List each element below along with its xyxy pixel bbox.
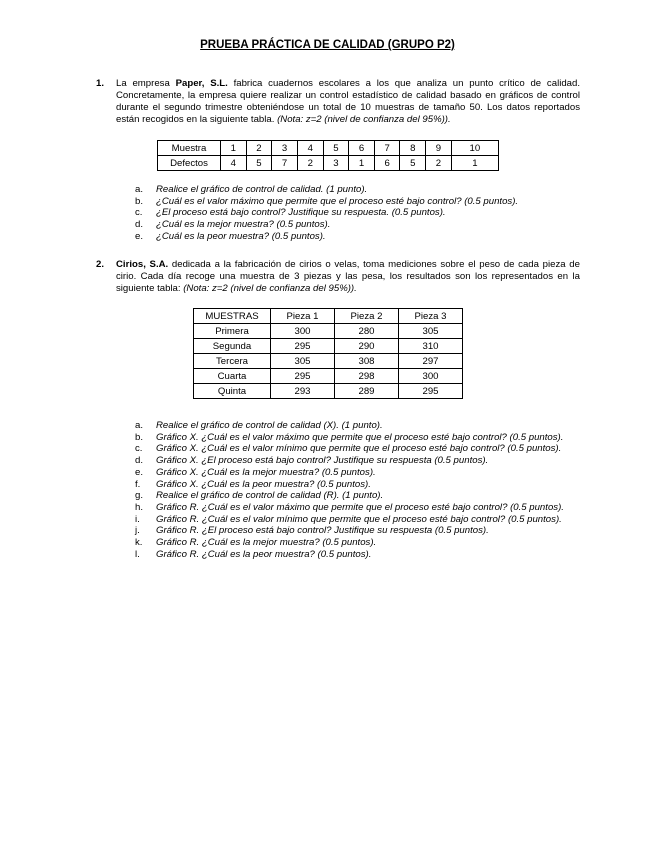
- item-letter: h.: [135, 501, 144, 513]
- list-item: [135, 184, 595, 196]
- item-text: Gráfico R. ¿Cuál es la peor muestra? (0.5 puntos).: [156, 548, 372, 560]
- table-cell: 300: [271, 324, 335, 339]
- item-letter: b.: [135, 431, 144, 443]
- table-row: [158, 141, 499, 156]
- item-text: ¿Cuál es la peor muestra? (0.5 puntos).: [156, 230, 326, 242]
- item-text: Realice el gráfico de control de calidad (X). (1 punto).: [156, 420, 383, 431]
- list-item: [135, 196, 595, 208]
- table-cell: 5: [246, 156, 272, 171]
- table-cell: 7: [374, 141, 400, 156]
- list-item: [135, 502, 581, 514]
- question-number: 2.: [96, 259, 105, 270]
- table-header: Pieza 3: [399, 309, 463, 324]
- weights-table: [193, 308, 463, 399]
- intro-text: La empresa: [116, 78, 176, 89]
- item-text: Gráfico R. ¿Cuál es el valor máximo que permite que el proceso esté bajo control? (0.5 puntos).: [156, 501, 564, 513]
- question-1-text: [116, 78, 580, 126]
- item-text: Gráfico R. ¿Cuál es el valor mínimo que permite que el proceso esté bajo control? (0.5 puntos).: [156, 513, 562, 525]
- list-item: [135, 490, 581, 502]
- table-cell: 5: [400, 156, 426, 171]
- table-cell: 308: [335, 354, 399, 369]
- item-letter: b.: [135, 195, 144, 207]
- item-letter: a.: [135, 184, 144, 195]
- question-1-items: [135, 184, 595, 243]
- table-cell: 290: [335, 339, 399, 354]
- item-text: Gráfico X. ¿Cuál es el valor mínimo que permite que el proceso esté bajo control? (0.5 puntos).: [156, 443, 562, 455]
- table-cell: 3: [323, 156, 349, 171]
- item-text: Realice el gráfico de control de calidad (R). (1 punto).: [156, 490, 384, 502]
- table-row: [194, 369, 463, 384]
- item-text: Gráfico R. ¿El proceso está bajo control? Justifique su respuesta (0.5 puntos).: [156, 525, 489, 537]
- item-letter: e.: [135, 466, 144, 478]
- table-cell: 289: [335, 384, 399, 399]
- table-cell: 305: [399, 324, 463, 339]
- list-item: [135, 219, 595, 231]
- table-cell: Quinta: [194, 384, 271, 399]
- intro-text: dedicada a la fabricación de cirios o velas, toma mediciones sobre el peso de cada pieza de cirio. Cada día recoge una muestra de 3 piezas y las pesa, los resultados son los representados en la siguiente tabla:: [116, 259, 580, 294]
- table-cell: 300: [399, 369, 463, 384]
- table-cell: 295: [271, 369, 335, 384]
- list-item: [135, 525, 581, 537]
- list-item: [135, 549, 581, 561]
- note-text: (Nota: z=2 (nivel de confianza del 95%)).: [277, 114, 451, 125]
- table-cell: Muestra: [158, 141, 221, 156]
- list-item: [135, 479, 581, 491]
- item-letter: i.: [135, 513, 140, 525]
- table-row: [194, 324, 463, 339]
- table-header-row: [194, 309, 463, 324]
- table-cell: Tercera: [194, 354, 271, 369]
- table-cell: Segunda: [194, 339, 271, 354]
- note-text: (Nota: z=2 (nivel de confianza del 95%)).: [183, 283, 357, 294]
- table-cell: 8: [400, 141, 426, 156]
- list-item: [135, 207, 595, 219]
- question-number: 1.: [96, 78, 105, 89]
- table-cell: Cuarta: [194, 369, 271, 384]
- table-row: [158, 156, 499, 171]
- list-item: [135, 514, 581, 526]
- item-letter: f.: [135, 478, 141, 490]
- table-row: [194, 339, 463, 354]
- company-name: Paper, S.L.: [175, 78, 228, 89]
- table-cell: 7: [272, 156, 298, 171]
- item-letter: c.: [135, 443, 143, 455]
- item-text: Gráfico X. ¿Cuál es el valor máximo que permite que el proceso esté bajo control? (0.5 puntos).: [156, 431, 564, 443]
- table-cell: 6: [374, 156, 400, 171]
- table-cell: 2: [246, 141, 272, 156]
- item-text: Gráfico X. ¿Cuál es la mejor muestra? (0.5 puntos).: [156, 466, 376, 478]
- company-name: Cirios, S.A.: [116, 259, 169, 270]
- item-text: Realice el gráfico de control de calidad. (1 punto).: [156, 184, 368, 195]
- item-letter: c.: [135, 207, 143, 219]
- item-letter: a.: [135, 420, 144, 431]
- table-cell: 6: [349, 141, 375, 156]
- question-2: [96, 259, 580, 295]
- item-text: ¿Cuál es el valor máximo que permite que el proceso esté bajo control? (0.5 puntos).: [156, 195, 519, 207]
- defects-table: [157, 140, 499, 171]
- item-letter: d.: [135, 219, 144, 231]
- table-cell: 1: [221, 141, 247, 156]
- page-title: PRUEBA PRÁCTICA DE CALIDAD (GRUPO P2): [200, 39, 455, 51]
- table-cell: 310: [399, 339, 463, 354]
- item-letter: g.: [135, 490, 144, 502]
- table-header: Pieza 2: [335, 309, 399, 324]
- question-2-text: [116, 259, 580, 295]
- table-cell: 280: [335, 324, 399, 339]
- item-text: Gráfico R. ¿Cuál es la mejor muestra? (0.5 puntos).: [156, 537, 377, 549]
- table-cell: 4: [221, 156, 247, 171]
- question-1: [96, 78, 580, 126]
- intro-text: fabrica cuadernos escolares a los que analiza un punto crítico de calidad. Concretamente, la empresa quiere realizar un control estadístico de calidad basado en gráficos de control durante el segundo trimestre obteniéndose un total de 10 muestras de tamaño 50. Los datos reportados están recogidos en la siguiente tabla.: [116, 78, 580, 125]
- table-cell: 1: [451, 156, 498, 171]
- item-letter: k.: [135, 537, 143, 549]
- list-item: [135, 231, 595, 243]
- list-item: [135, 537, 581, 549]
- table-cell: 4: [297, 141, 323, 156]
- table-header: Pieza 1: [271, 309, 335, 324]
- table-cell: 2: [426, 156, 452, 171]
- item-letter: j.: [135, 525, 140, 537]
- item-text: ¿El proceso está bajo control? Justifique su respuesta. (0.5 puntos).: [156, 207, 446, 219]
- table-cell: 3: [272, 141, 298, 156]
- table-cell: 298: [335, 369, 399, 384]
- list-item: [135, 420, 581, 432]
- question-2-items: [135, 420, 581, 560]
- table-cell: 10: [451, 141, 498, 156]
- table-cell: Defectos: [158, 156, 221, 171]
- item-text: Gráfico X. ¿El proceso está bajo control? Justifique su respuesta (0.5 puntos).: [156, 455, 489, 467]
- list-item: [135, 432, 581, 444]
- table-cell: 293: [271, 384, 335, 399]
- table-cell: 305: [271, 354, 335, 369]
- table-row: [194, 384, 463, 399]
- item-letter: e.: [135, 230, 144, 242]
- table-cell: 295: [399, 384, 463, 399]
- item-letter: l.: [135, 548, 140, 560]
- item-text: Gráfico X. ¿Cuál es la peor muestra? (0.5 puntos).: [156, 478, 371, 490]
- table-row: [194, 354, 463, 369]
- table-cell: 9: [426, 141, 452, 156]
- table-cell: 5: [323, 141, 349, 156]
- table-cell: 297: [399, 354, 463, 369]
- table-cell: 295: [271, 339, 335, 354]
- table-cell: 1: [349, 156, 375, 171]
- item-text: ¿Cuál es la mejor muestra? (0.5 puntos).: [156, 219, 331, 231]
- table-cell: 2: [297, 156, 323, 171]
- list-item: [135, 455, 581, 467]
- table-cell: Primera: [194, 324, 271, 339]
- list-item: [135, 443, 581, 455]
- list-item: [135, 467, 581, 479]
- table-header: MUESTRAS: [194, 309, 271, 324]
- item-letter: d.: [135, 455, 144, 467]
